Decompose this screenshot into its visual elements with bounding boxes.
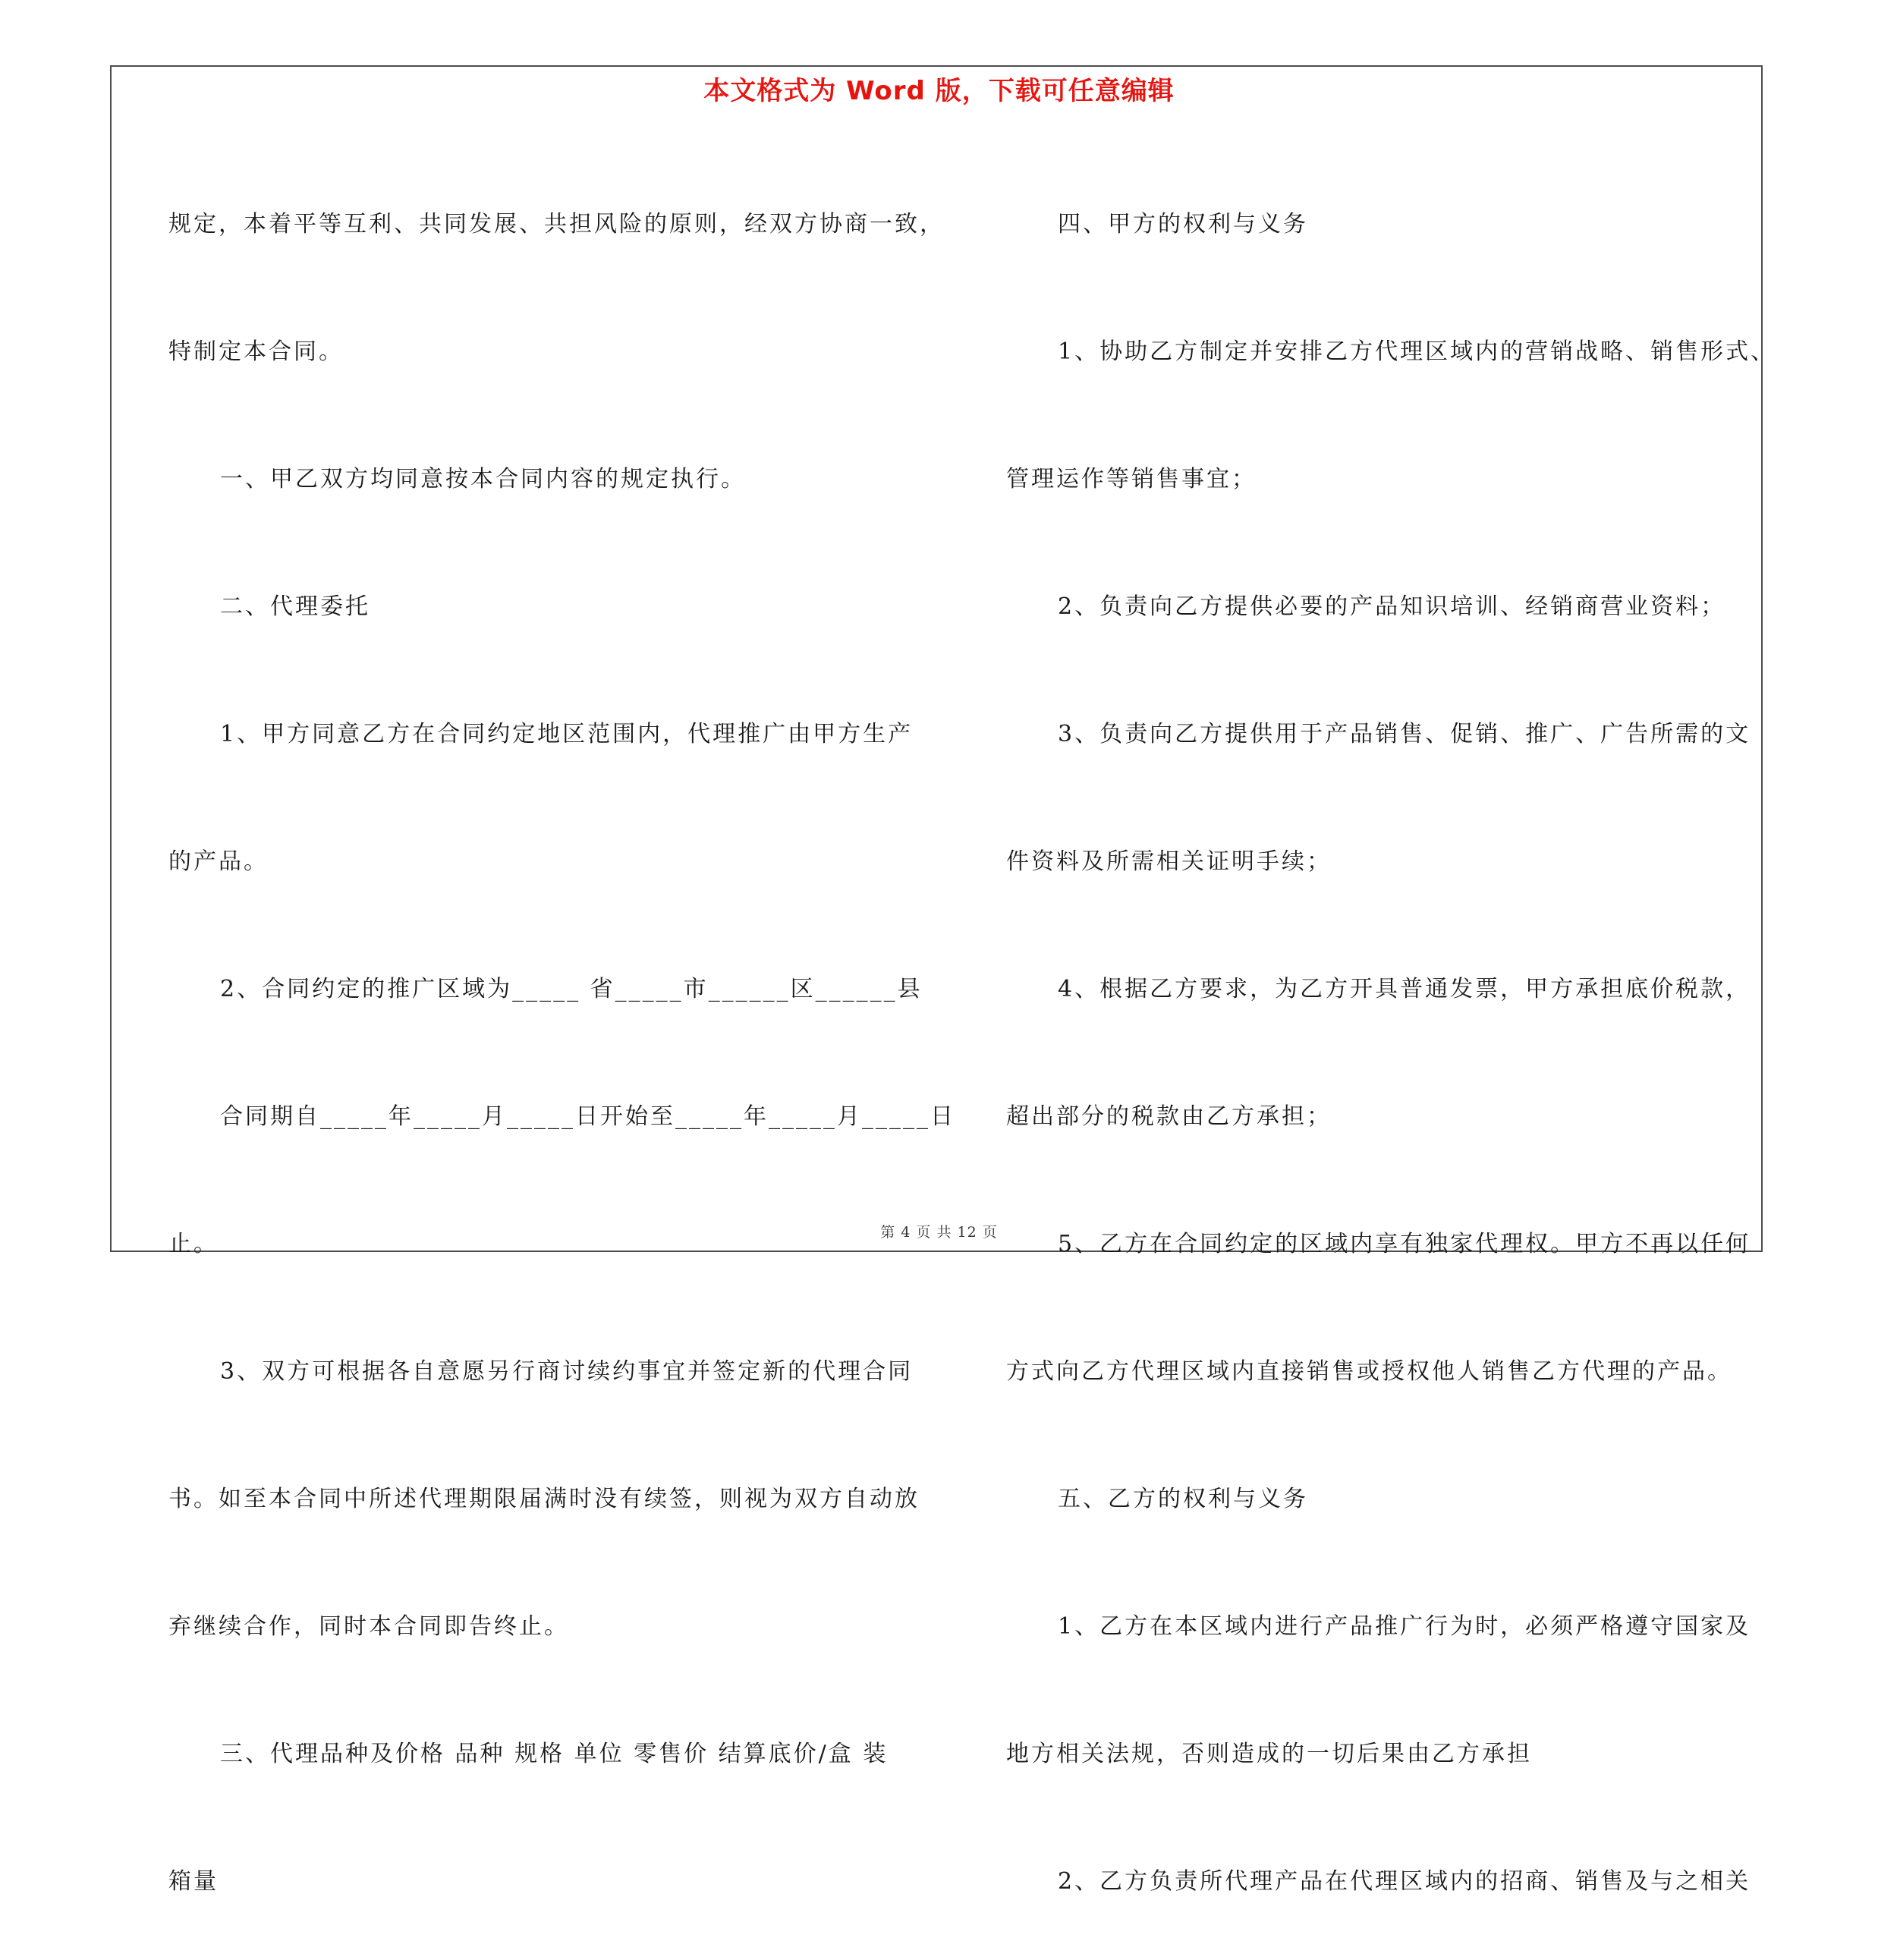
right-text-column: [1006, 149, 1776, 1960]
section-heading: 三、代理品种及价格 品种 规格 单位 零售价 结算底价/盒 装: [220, 1741, 889, 1767]
paragraph-line: 3、双方可根据各自意愿另行商讨续约事宜并签定新的代理合同: [220, 1358, 914, 1385]
paragraph-line: 规定，本着平等互利、共同发展、共担风险的原则，经双方协商一致，: [168, 211, 945, 238]
paragraph-line: 方式向乙方代理区域内直接销售或授权他人销售乙方代理的产品。: [1006, 1358, 1732, 1385]
paragraph-line: 合同期自_____年_____月_____日开始至_____年_____月_____日: [220, 1103, 955, 1130]
section-heading: 二、代理委托: [220, 593, 370, 620]
paragraph-line: 箱量: [168, 1868, 219, 1895]
paragraph-line: 1、乙方在本区域内进行产品推广行为时，必须严格遵守国家及: [1058, 1613, 1751, 1640]
paragraph-line: 特制定本合同。: [168, 338, 344, 365]
paragraph-line: 弃继续合作，同时本合同即告终止。: [168, 1613, 569, 1640]
paragraph-line: 1、协助乙方制定并安排乙方代理区域内的营销战略、销售形式、: [1058, 338, 1776, 365]
paragraph-line: 3、负责向乙方提供用于产品销售、促销、推广、广告所需的文: [1058, 721, 1751, 747]
paragraph-line: 书。如至本合同中所述代理期限届满时没有续签，则视为双方自动放: [168, 1486, 920, 1512]
paragraph-line: 止。: [168, 1231, 219, 1257]
section-heading: 四、甲方的权利与义务: [1058, 211, 1308, 238]
paragraph-line: 的产品。: [168, 848, 269, 875]
section-heading: 一、甲乙双方均同意按本合同内容的规定执行。: [220, 466, 746, 492]
paragraph-line: 管理运作等销售事宜；: [1006, 466, 1257, 492]
paragraph-line: 2、乙方负责所代理产品在代理区域内的招商、销售及与之相关: [1058, 1868, 1751, 1895]
paragraph-line: 2、合同约定的推广区域为_____ 省_____市______区______县: [220, 976, 923, 1002]
section-heading: 五、乙方的权利与义务: [1058, 1486, 1308, 1512]
paragraph-line: 超出部分的税款由乙方承担；: [1006, 1103, 1332, 1130]
word-format-banner: 本文格式为 Word 版，下载可任意编辑: [703, 76, 1175, 106]
page-number-footer: 第 4 页 共 12 页: [880, 1224, 998, 1241]
paragraph-line: 地方相关法规，否则造成的一切后果由乙方承担: [1006, 1741, 1532, 1767]
paragraph-line: 2、负责向乙方提供必要的产品知识培训、经销商营业资料；: [1058, 593, 1726, 620]
paragraph-line: 件资料及所需相关证明手续；: [1006, 848, 1332, 875]
paragraph-line: 1、甲方同意乙方在合同约定地区范围内，代理推广由甲方生产: [220, 721, 914, 747]
paragraph-line: 4、根据乙方要求，为乙方开具普通发票，甲方承担底价税款，: [1058, 976, 1751, 1002]
paragraph-line: 5、乙方在合同约定的区域内享有独家代理权。甲方不再以任何: [1058, 1231, 1751, 1257]
